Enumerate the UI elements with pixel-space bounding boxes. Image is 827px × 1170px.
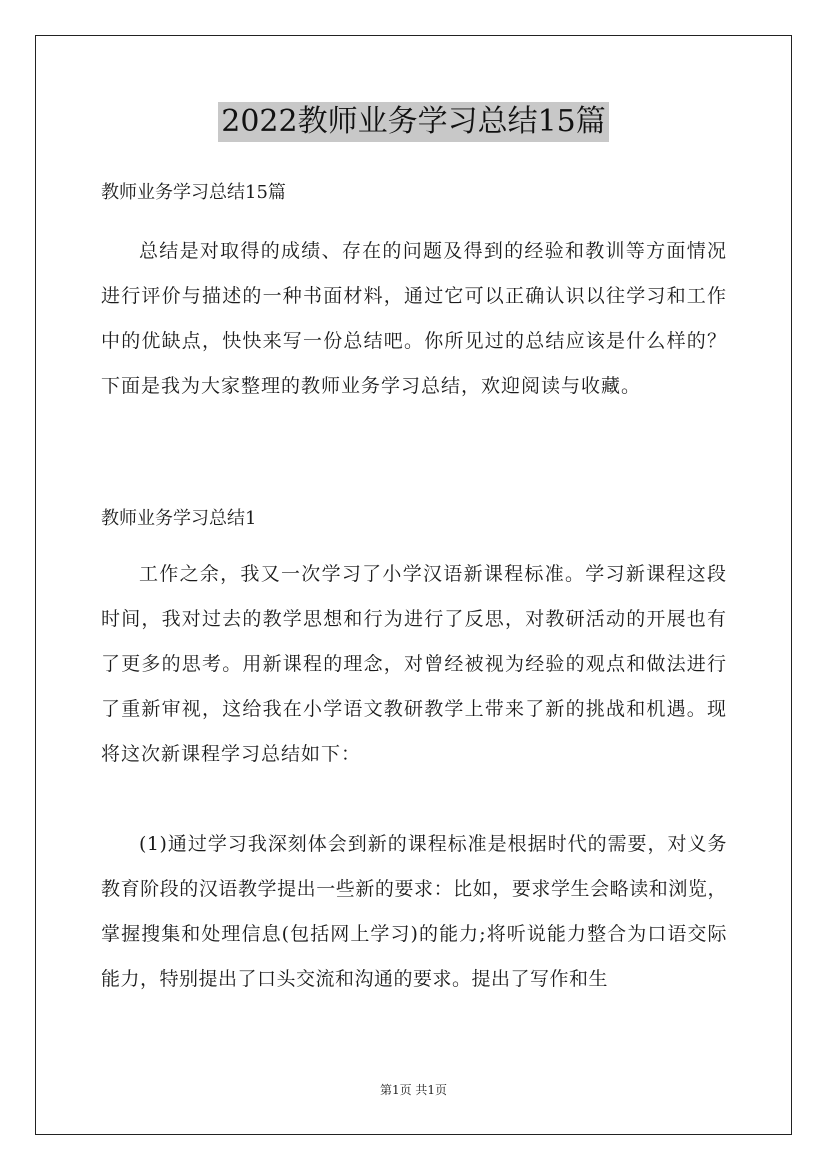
page-indicator: 第1页 共1页 [379, 1083, 448, 1097]
section-heading: 教师业务学习总结1 [101, 508, 257, 529]
document-title: 2022教师业务学习总结15篇 [218, 102, 609, 142]
intro-paragraph: 总结是对取得的成绩、存在的问题及得到的经验和教训等方面情况进行评价与描述的一种书面材料，通过它可以正确认识以往学习和工作中的优缺点，快快来写一份总结吧。你所见过的总结应该是什么样的？下面是我为大家整理的教师业务学习总结，欢迎阅读与收藏。 [101, 240, 727, 397]
title-container [0, 102, 827, 142]
document-subtitle: 教师业务学习总结15篇 [101, 182, 286, 203]
section-paragraph-1: 工作之余，我又一次学习了小学汉语新课程标准。学习新课程这段时间，我对过去的教学思想和行为进行了反思，对教研活动的开展也有了更多的思考。用新课程的理念，对曾经被视为经验的观点和做法进行了重新审视，这给我在小学语文教研教学上带来了新的挑战和机遇。现将这次新课程学习总结如下： [101, 563, 727, 765]
page-footer [0, 1082, 827, 1098]
section-paragraph-2: (1)通过学习我深刻体会到新的课程标准是根据时代的需要，对义务教育阶段的汉语教学提出一些新的要求：比如，要求学生会略读和浏览，掌握搜集和处理信息(包括网上学习)的能力;将听说能力整合为口语交际能力，特别提出了口头交流和沟通的要求。提出了写作和生 [101, 833, 727, 990]
